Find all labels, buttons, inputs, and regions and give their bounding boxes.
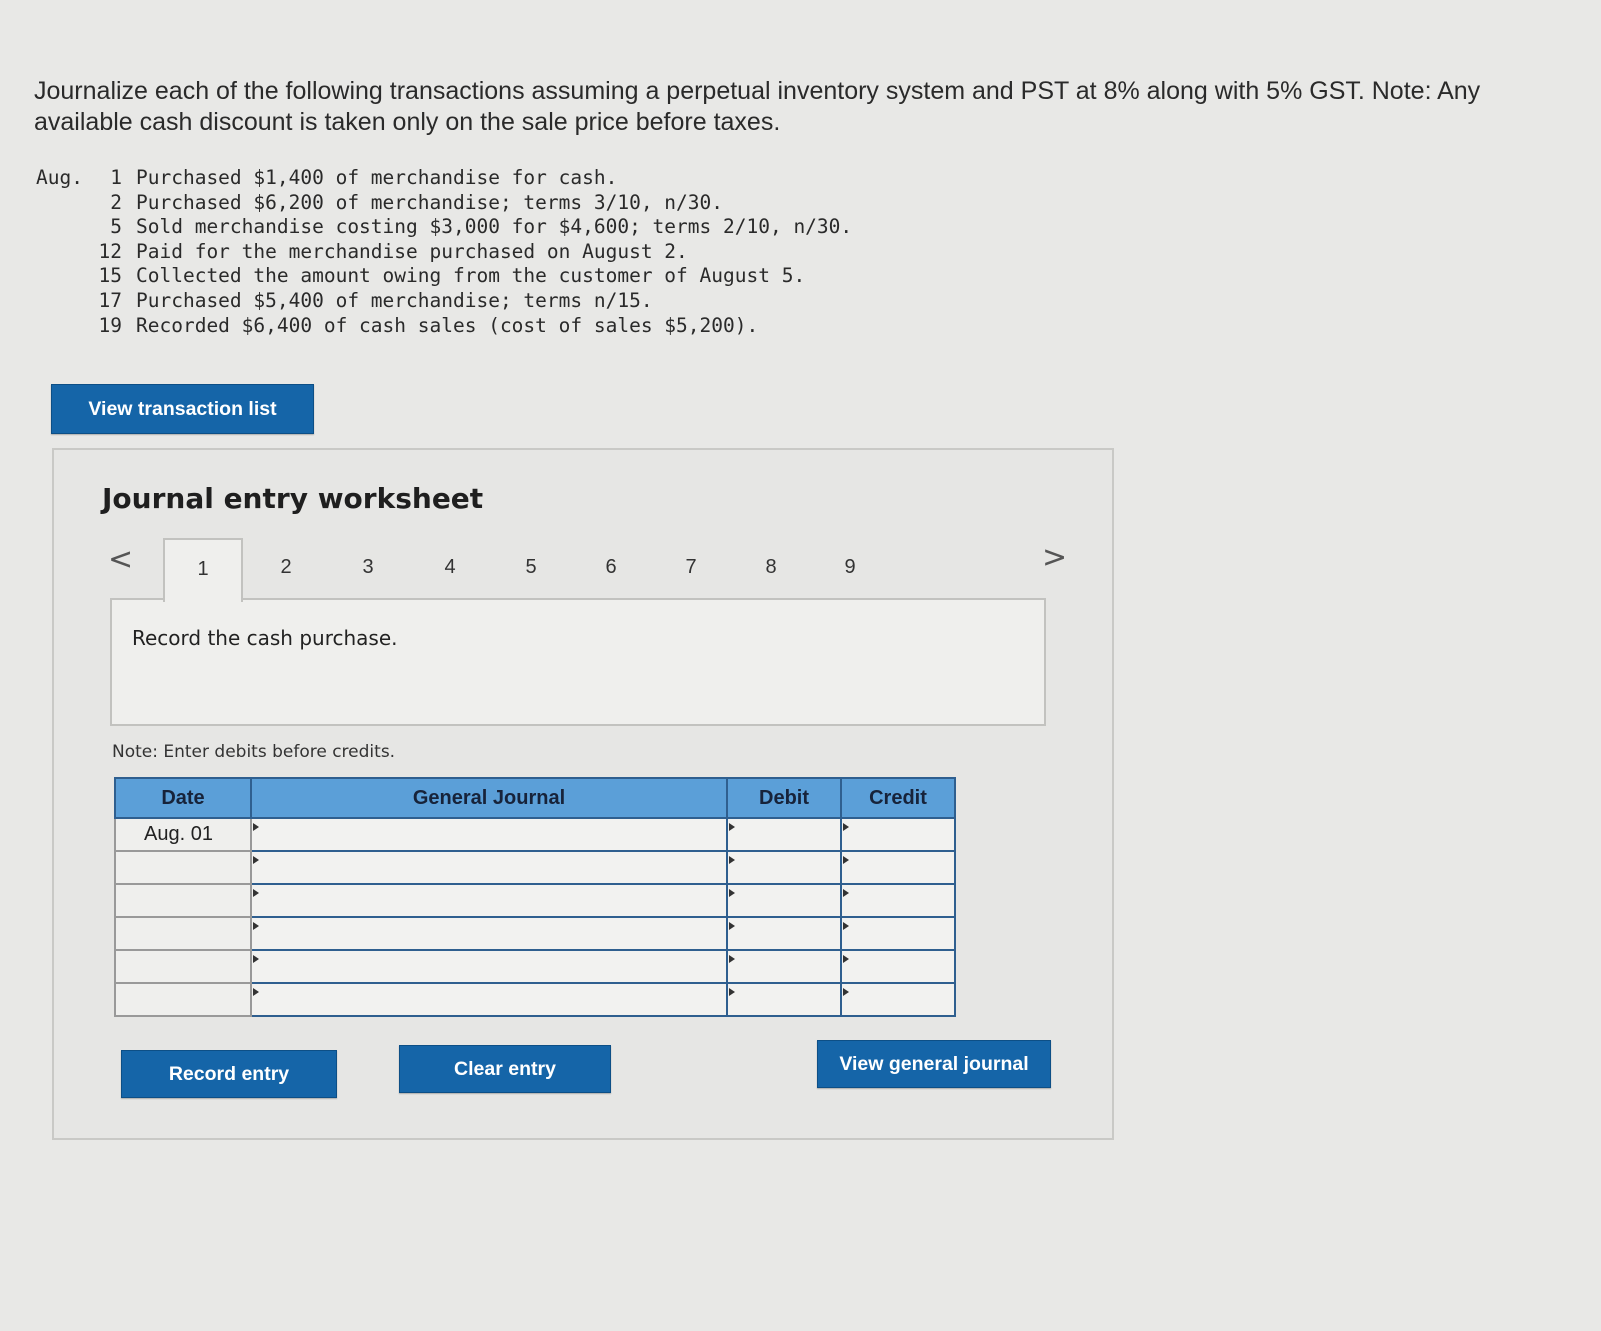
tab-8[interactable]: 8 [765,555,777,578]
transaction-item [36,240,852,265]
tab-4[interactable]: 4 [444,555,456,578]
transaction-day: 1 [110,166,122,189]
table-header-row [115,778,955,818]
transaction-day: 12 [98,239,122,263]
transaction-text: Paid for the merchandise purchased on August 2. [136,239,688,263]
credit-input-cell[interactable] [841,884,955,917]
date-cell[interactable]: Aug. 01 [115,818,251,851]
debit-input-cell[interactable] [727,818,841,851]
account-dropdown-cell[interactable] [251,917,727,950]
date-cell[interactable] [115,917,251,950]
note-text: Note: Enter debits before credits. [112,742,396,762]
credit-input-cell[interactable] [841,851,955,884]
transaction-item [36,314,852,339]
prev-tab-arrow-icon[interactable]: < [108,542,134,577]
debit-input-cell[interactable] [727,917,841,950]
transaction-item [36,191,852,216]
credit-input-cell[interactable] [841,818,955,851]
date-cell[interactable] [115,851,251,884]
date-cell[interactable] [115,950,251,983]
tab-5[interactable]: 5 [525,555,537,578]
table-row [115,983,955,1016]
journal-entry-worksheet [52,448,1114,1140]
transaction-day: 19 [98,313,122,337]
account-dropdown-cell[interactable] [251,884,727,917]
next-tab-arrow-icon[interactable]: > [1042,540,1068,575]
tab-1[interactable]: 1 [163,538,243,602]
tab-9[interactable]: 9 [844,555,856,578]
view-transaction-list-button[interactable]: View transaction list [51,384,314,434]
transaction-text: Sold merchandise costing $3,000 for $4,600; terms 2/10, n/30. [136,215,853,239]
transaction-day: 15 [98,264,122,288]
transaction-month: Aug. [36,166,83,189]
credit-input-cell[interactable] [841,983,955,1016]
prompt-text: Record the cash purchase. [132,626,398,650]
transaction-day: 2 [110,190,122,214]
transaction-day: 17 [98,288,122,312]
transaction-item [36,264,852,289]
account-dropdown-cell[interactable] [251,818,727,851]
transaction-item [36,166,852,191]
transaction-text: Purchased $1,400 of merchandise for cash. [136,166,618,189]
date-cell[interactable] [115,884,251,917]
view-general-journal-button[interactable]: View general journal [817,1040,1051,1088]
debit-input-cell[interactable] [727,884,841,917]
worksheet-title: Journal entry worksheet [102,482,484,515]
table-row [115,950,955,983]
transaction-text: Collected the amount owing from the customer of August 5. [136,264,806,288]
transaction-text: Recorded $6,400 of cash sales (cost of sales $5,200). [136,313,759,337]
tab-6[interactable]: 6 [605,555,617,578]
table-row [115,851,955,884]
transaction-item [36,289,852,314]
table-row [115,818,955,851]
table-row [115,884,955,917]
transaction-text: Purchased $5,400 of merchandise; terms n/15. [136,288,653,312]
debit-input-cell[interactable] [727,851,841,884]
transaction-list [36,166,852,338]
credit-input-cell[interactable] [841,917,955,950]
instructions-text: Journalize each of the following transactions assuming a perpetual inventory system and PST at 8% along with 5% GST. Note: Any available cash discount is taken only on the sale price before taxes. [34,77,1481,136]
tab-2[interactable]: 2 [280,555,292,578]
account-dropdown-cell[interactable] [251,950,727,983]
transaction-day: 5 [110,215,122,239]
table-row [115,917,955,950]
credit-column-header: Credit [841,778,955,818]
general-journal-table [114,777,956,1017]
prompt-box [110,598,1046,726]
credit-input-cell[interactable] [841,950,955,983]
date-cell[interactable] [115,983,251,1016]
account-dropdown-cell[interactable] [251,851,727,884]
debit-input-cell[interactable] [727,983,841,1016]
general-journal-column-header: General Journal [251,778,727,818]
tab-7[interactable]: 7 [685,555,697,578]
account-dropdown-cell[interactable] [251,983,727,1016]
debit-input-cell[interactable] [727,950,841,983]
transaction-item [36,215,852,240]
record-entry-button[interactable]: Record entry [121,1050,337,1098]
clear-entry-button[interactable]: Clear entry [399,1045,611,1093]
debit-column-header: Debit [727,778,841,818]
tab-3[interactable]: 3 [362,555,374,578]
date-column-header: Date [115,778,251,818]
transaction-text: Purchased $6,200 of merchandise; terms 3/10, n/30. [136,190,723,214]
